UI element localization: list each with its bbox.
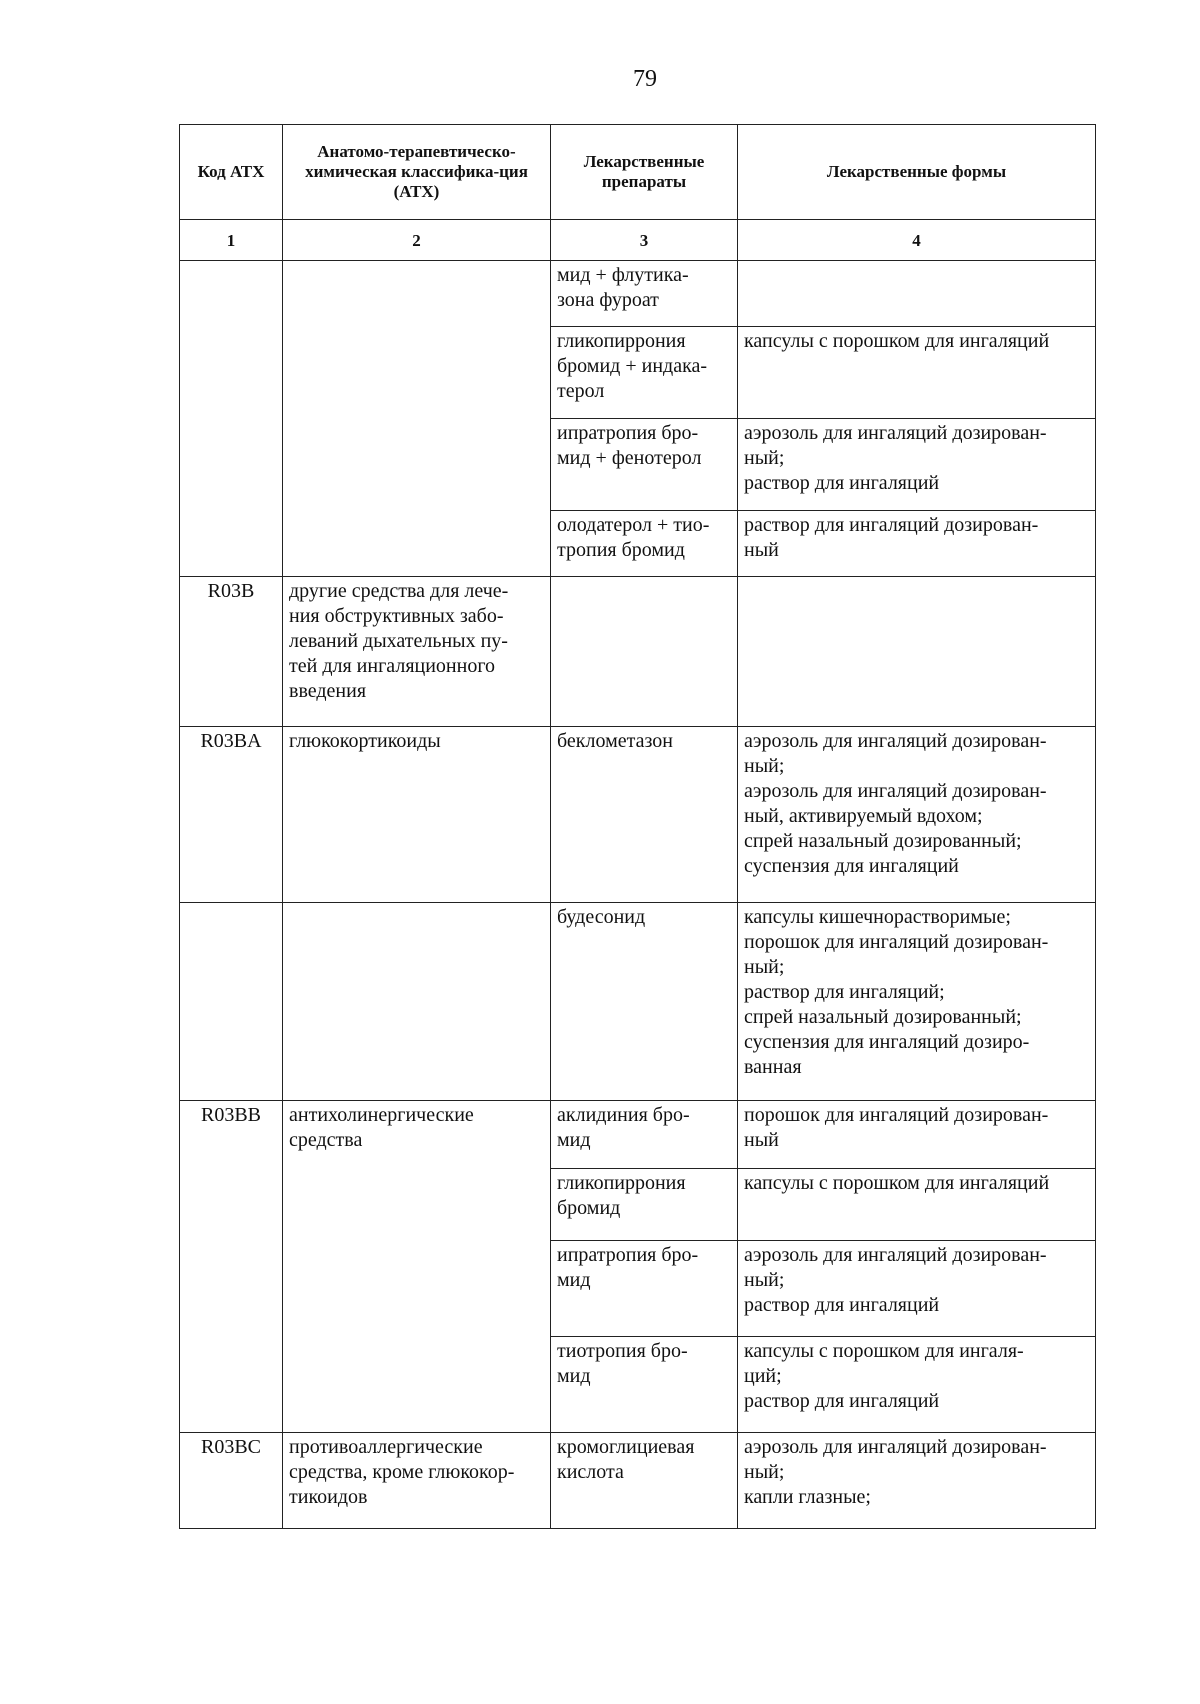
atc-code-cell: R03BA: [180, 727, 283, 903]
cell-text-line: ций;: [744, 1365, 782, 1387]
atc-code-cell: R03B: [180, 577, 283, 727]
cell-text-line: введения: [289, 680, 367, 702]
cell-text-line: тикоидов: [289, 1486, 368, 1508]
classification-cell: [283, 727, 551, 903]
cell-text-line: глюкокортикоиды: [289, 730, 441, 752]
cell-text-line: порошок для ингаляций дозирован-: [744, 931, 1049, 953]
classification-cell: [283, 261, 551, 577]
classification-cell: [283, 1101, 551, 1433]
drug-cell: [551, 511, 738, 577]
cell-text-line: средства, кроме глюкокор-: [289, 1461, 515, 1483]
cell-text-line: антихолинергические: [289, 1104, 474, 1126]
cell-text-line: бромид + индака-: [557, 355, 708, 377]
cell-text-line: кислота: [557, 1461, 624, 1483]
header-forms: Лекарственные формы: [738, 125, 1096, 220]
atc-code-cell: R03BB: [180, 1101, 283, 1433]
cell-text-line: мид + фенотерол: [557, 447, 702, 469]
table-row: [180, 577, 1096, 727]
atc-code-cell: [180, 903, 283, 1101]
drug-cell: [551, 1101, 738, 1169]
cell-text-line: беклометазон: [557, 730, 673, 752]
cell-text-line: порошок для ингаляций дозирован-: [744, 1104, 1049, 1126]
column-number: 4: [738, 220, 1096, 261]
cell-text-line: противоаллергические: [289, 1436, 483, 1458]
forms-cell: [738, 577, 1096, 727]
forms-cell: [738, 1169, 1096, 1241]
classification-cell: [283, 1433, 551, 1529]
column-number: 1: [180, 220, 283, 261]
forms-cell: [738, 327, 1096, 419]
forms-cell: [738, 1337, 1096, 1433]
cell-text-line: зона фуроат: [557, 289, 659, 311]
cell-text-line: мид: [557, 1129, 591, 1151]
cell-text-line: мид: [557, 1365, 591, 1387]
cell-text-line: бромид: [557, 1197, 621, 1219]
cell-text-line: спрей назальный дозированный;: [744, 830, 1022, 852]
cell-text-line: терол: [557, 380, 605, 402]
forms-cell: [738, 727, 1096, 903]
column-number: 2: [283, 220, 551, 261]
header-drugs: Лекарственные препараты: [551, 125, 738, 220]
forms-cell: [738, 903, 1096, 1101]
cell-text-line: мид: [557, 1269, 591, 1291]
cell-text-line: мид + флутика-: [557, 264, 689, 286]
table-row: [180, 903, 1096, 1101]
atc-table: [179, 124, 1096, 1529]
cell-text-line: раствор для ингаляций: [744, 472, 940, 494]
drug-cell: [551, 577, 738, 727]
header-row: [180, 125, 1096, 220]
atc-code-cell: [180, 261, 283, 577]
cell-text-line: аэрозоль для ингаляций дозирован-: [744, 730, 1047, 752]
cell-text-line: ный;: [744, 1269, 785, 1291]
drug-cell: [551, 261, 738, 327]
cell-text-line: ный: [744, 539, 779, 561]
drug-cell: [551, 1169, 738, 1241]
cell-text-line: капли глазные;: [744, 1486, 871, 1508]
header-code: Код АТХ: [180, 125, 283, 220]
cell-text-line: другие средства для лече-: [289, 580, 509, 602]
cell-text-line: олодатерол + тио-: [557, 514, 710, 536]
cell-text-line: леваний дыхательных пу-: [289, 630, 508, 652]
column-number-row: [180, 220, 1096, 261]
drug-cell: [551, 327, 738, 419]
cell-text-line: ный;: [744, 447, 785, 469]
cell-text-line: капсулы с порошком для ингаляций: [744, 330, 1050, 352]
cell-text-line: средства: [289, 1129, 363, 1151]
cell-text-line: ный: [744, 1129, 779, 1151]
header-classification: Анатомо-терапевтическо-химическая классифика-ция (АТХ): [283, 125, 551, 220]
cell-text-line: спрей назальный дозированный;: [744, 1006, 1022, 1028]
classification-cell: [283, 903, 551, 1101]
cell-text-line: ный;: [744, 956, 785, 978]
classification-cell: [283, 577, 551, 727]
drug-cell: [551, 1433, 738, 1529]
atc-code-cell: R03BC: [180, 1433, 283, 1529]
cell-text-line: будесонид: [557, 906, 646, 928]
drug-cell: [551, 903, 738, 1101]
forms-cell: [738, 511, 1096, 577]
cell-text-line: гликопиррония: [557, 1172, 686, 1194]
cell-text-line: ванная: [744, 1056, 802, 1078]
table-row: [180, 261, 1096, 327]
forms-cell: [738, 1433, 1096, 1529]
cell-text-line: аклидиния бро-: [557, 1104, 690, 1126]
cell-text-line: ипратропия бро-: [557, 422, 699, 444]
drug-cell: [551, 1337, 738, 1433]
cell-text-line: аэрозоль для ингаляций дозирован-: [744, 422, 1047, 444]
cell-text-line: аэрозоль для ингаляций дозирован-: [744, 1436, 1047, 1458]
table-row: [180, 1101, 1096, 1169]
cell-text-line: суспензия для ингаляций дозиро-: [744, 1031, 1030, 1053]
cell-text-line: раствор для ингаляций: [744, 1390, 940, 1412]
cell-text-line: раствор для ингаляций дозирован-: [744, 514, 1039, 536]
drug-cell: [551, 419, 738, 511]
drug-cell: [551, 1241, 738, 1337]
cell-text-line: аэрозоль для ингаляций дозирован-: [744, 780, 1047, 802]
cell-text-line: тей для ингаляционного: [289, 655, 496, 677]
cell-text-line: раствор для ингаляций: [744, 1294, 940, 1316]
cell-text-line: аэрозоль для ингаляций дозирован-: [744, 1244, 1047, 1266]
cell-text-line: ный;: [744, 1461, 785, 1483]
cell-text-line: капсулы кишечнорастворимые;: [744, 906, 1011, 928]
table-row: [180, 1433, 1096, 1529]
forms-cell: [738, 1241, 1096, 1337]
cell-text-line: тропия бромид: [557, 539, 685, 561]
cell-text-line: ипратропия бро-: [557, 1244, 699, 1266]
cell-text-line: тиотропия бро-: [557, 1340, 688, 1362]
cell-text-line: ния обструктивных забо-: [289, 605, 504, 627]
cell-text-line: капсулы с порошком для ингаляций: [744, 1172, 1050, 1194]
cell-text-line: капсулы с порошком для ингаля-: [744, 1340, 1024, 1362]
page-number: 79: [633, 66, 657, 92]
cell-text-line: суспензия для ингаляций: [744, 855, 959, 877]
forms-cell: [738, 261, 1096, 327]
column-number: 3: [551, 220, 738, 261]
cell-text-line: ный;: [744, 755, 785, 777]
cell-text-line: ный, активируемый вдохом;: [744, 805, 983, 827]
cell-text-line: кромоглициевая: [557, 1436, 695, 1458]
table-row: [180, 727, 1096, 903]
cell-text-line: раствор для ингаляций;: [744, 981, 945, 1003]
drug-cell: [551, 727, 738, 903]
forms-cell: [738, 1101, 1096, 1169]
forms-cell: [738, 419, 1096, 511]
cell-text-line: гликопиррония: [557, 330, 686, 352]
